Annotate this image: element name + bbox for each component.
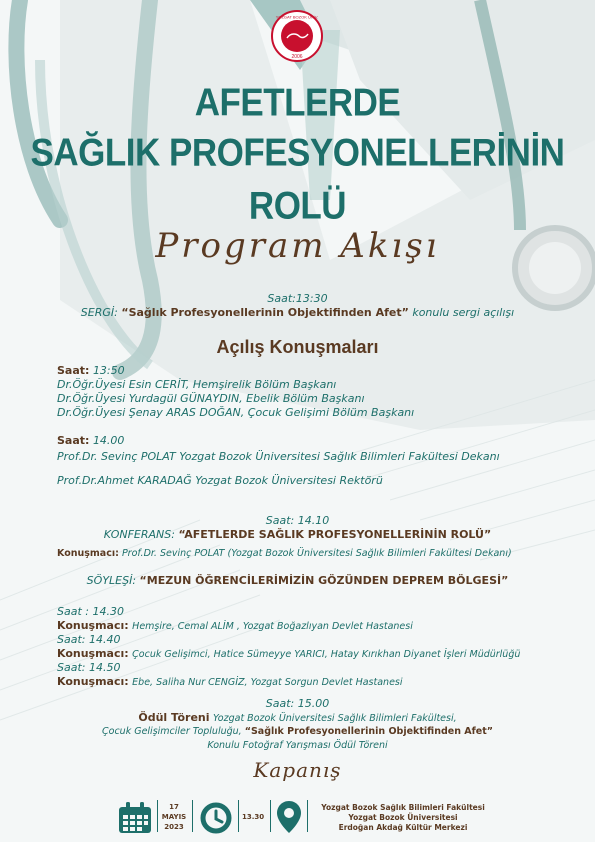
time-value: 13:50 xyxy=(92,364,125,377)
clock-icon xyxy=(200,802,232,834)
conference-name: “AFETLERDE SAĞLIK PROFESYONELLERİNİN ROLÜ” xyxy=(178,528,492,541)
opening-time-2 xyxy=(57,434,124,448)
session-speaker xyxy=(57,647,520,662)
calendar-icon xyxy=(118,802,152,834)
venue-line: Yozgat Bozok Üniversitesi xyxy=(348,813,458,822)
conference-time: Saat: 14.10 xyxy=(265,514,330,527)
footer-divider xyxy=(307,800,308,832)
award-label: Ödül Töreni xyxy=(138,711,210,724)
opening-heading: Açılış Konuşmaları xyxy=(216,337,379,357)
conference-speaker xyxy=(57,547,512,561)
award-line-3: Konulu Fotoğraf Yarışması Ödül Töreni xyxy=(207,740,388,751)
session-speaker xyxy=(57,675,403,690)
speaker-text: Prof.Dr. Sevinç POLAT (Yozgat Bozok Üniversitesi Sağlık Bilimleri Fakültesi Dekanı) xyxy=(121,548,512,559)
speaker-line: Dr.Öğr.Üyesi Esin CERİT, Hemşirelik Bölüm Başkanı xyxy=(57,378,337,391)
footer-divider xyxy=(192,800,193,832)
opening-time-1 xyxy=(57,364,125,378)
award-line-2 xyxy=(0,725,595,739)
speaker-label: Konuşmacı: xyxy=(57,548,119,559)
svg-text:2006: 2006 xyxy=(291,54,303,60)
sergi-label: SERGİ: xyxy=(80,306,118,319)
speaker-text: Hemşire, Cemal ALİM , Yozgat Boğazlıyan Devlet Hastanesi xyxy=(132,621,413,632)
footer-divider xyxy=(157,800,158,832)
award-name: “Sağlık Profesyonellerinin Objektifinden Afet” xyxy=(244,726,493,737)
venue-line: Erdoğan Akdağ Kültür Merkezi xyxy=(338,823,468,832)
program-subtitle: Program Akışı xyxy=(155,226,440,266)
soylesi-name: “MEZUN ÖĞRENCİLERİMİZİN GÖZÜNDEN DEPREM BÖLGESİ” xyxy=(139,574,509,587)
footer-divider xyxy=(270,800,271,832)
location-pin-icon xyxy=(276,800,302,834)
title-line-1: AFETLERDE xyxy=(194,80,401,125)
award-text: Çocuk Gelişimciler Topluluğu, xyxy=(102,726,242,737)
soylesi-label: SÖYLEŞİ: xyxy=(86,574,137,587)
award-time: Saat: 15.00 xyxy=(265,697,330,710)
svg-text:YOZGAT BOZOK ÜNİV.: YOZGAT BOZOK ÜNİV. xyxy=(275,14,319,20)
time-label: Saat: xyxy=(57,434,90,447)
time-value: 14.00 xyxy=(92,434,125,447)
footer-date xyxy=(160,802,188,832)
footer-time: 13.30 xyxy=(242,813,265,821)
session-time: Saat: 14.40 xyxy=(57,633,121,646)
conference-label: KONFERANS: xyxy=(103,528,175,541)
sergi-time: Saat:13:30 xyxy=(267,292,328,305)
speaker-label: Konuşmacı: xyxy=(57,619,129,632)
session-speaker xyxy=(57,619,413,634)
footer-divider xyxy=(238,800,239,832)
time-label: Saat: xyxy=(57,364,90,377)
speaker-text: Çocuk Gelişimci, Hatice Sümeyye YARICI, Hatay Kırıkhan Diyanet İşleri Müdürlüğü xyxy=(132,649,521,660)
speaker-line: Dr.Öğr.Üyesi Şenay ARAS DOĞAN, Çocuk Gelişimi Bölüm Başkanı xyxy=(57,406,415,419)
venue-line: Yozgat Bozok Sağlık Bilimleri Fakültesi xyxy=(321,803,485,812)
title-line-2: SAĞLIK PROFESYONELLERİNİN xyxy=(30,130,565,175)
closing-title: Kapanış xyxy=(253,758,342,782)
sergi-name: “Sağlık Profesyonellerinin Objektifinden Afet” xyxy=(121,306,409,319)
date-year: 2023 xyxy=(164,823,184,831)
speaker-text: Ebe, Saliha Nur CENGİZ, Yozgat Sorgun Devlet Hastanesi xyxy=(132,677,403,688)
award-text: Yozgat Bozok Üniversitesi Sağlık Bilimleri Fakültesi, xyxy=(213,713,457,724)
date-day: 17 xyxy=(169,803,179,811)
speaker-label: Konuşmacı: xyxy=(57,675,129,688)
university-logo xyxy=(271,10,323,62)
footer-venue xyxy=(313,803,493,833)
session-time: Saat: 14.50 xyxy=(57,661,121,674)
speaker-label: Konuşmacı: xyxy=(57,647,129,660)
conference-line xyxy=(0,528,595,542)
soylesi-line xyxy=(0,574,595,588)
award-line-1 xyxy=(0,711,595,726)
session-time: Saat : 14.30 xyxy=(57,605,124,618)
sergi-line xyxy=(0,306,595,320)
sergi-suffix: konulu sergi açılışı xyxy=(412,306,515,319)
title-line-3: ROLÜ xyxy=(248,183,347,228)
speaker-line: Prof.Dr. Sevinç POLAT Yozgat Bozok Üniversitesi Sağlık Bilimleri Fakültesi Dekanı xyxy=(57,450,500,463)
speaker-line: Prof.Dr.Ahmet KARADAĞ Yozgat Bozok Üniversitesi Rektörü xyxy=(57,474,383,487)
date-month: MAYIS xyxy=(161,813,187,821)
speaker-line: Dr.Öğr.Üyesi Yurdagül GÜNAYDIN, Ebelik Bölüm Başkanı xyxy=(57,392,365,405)
